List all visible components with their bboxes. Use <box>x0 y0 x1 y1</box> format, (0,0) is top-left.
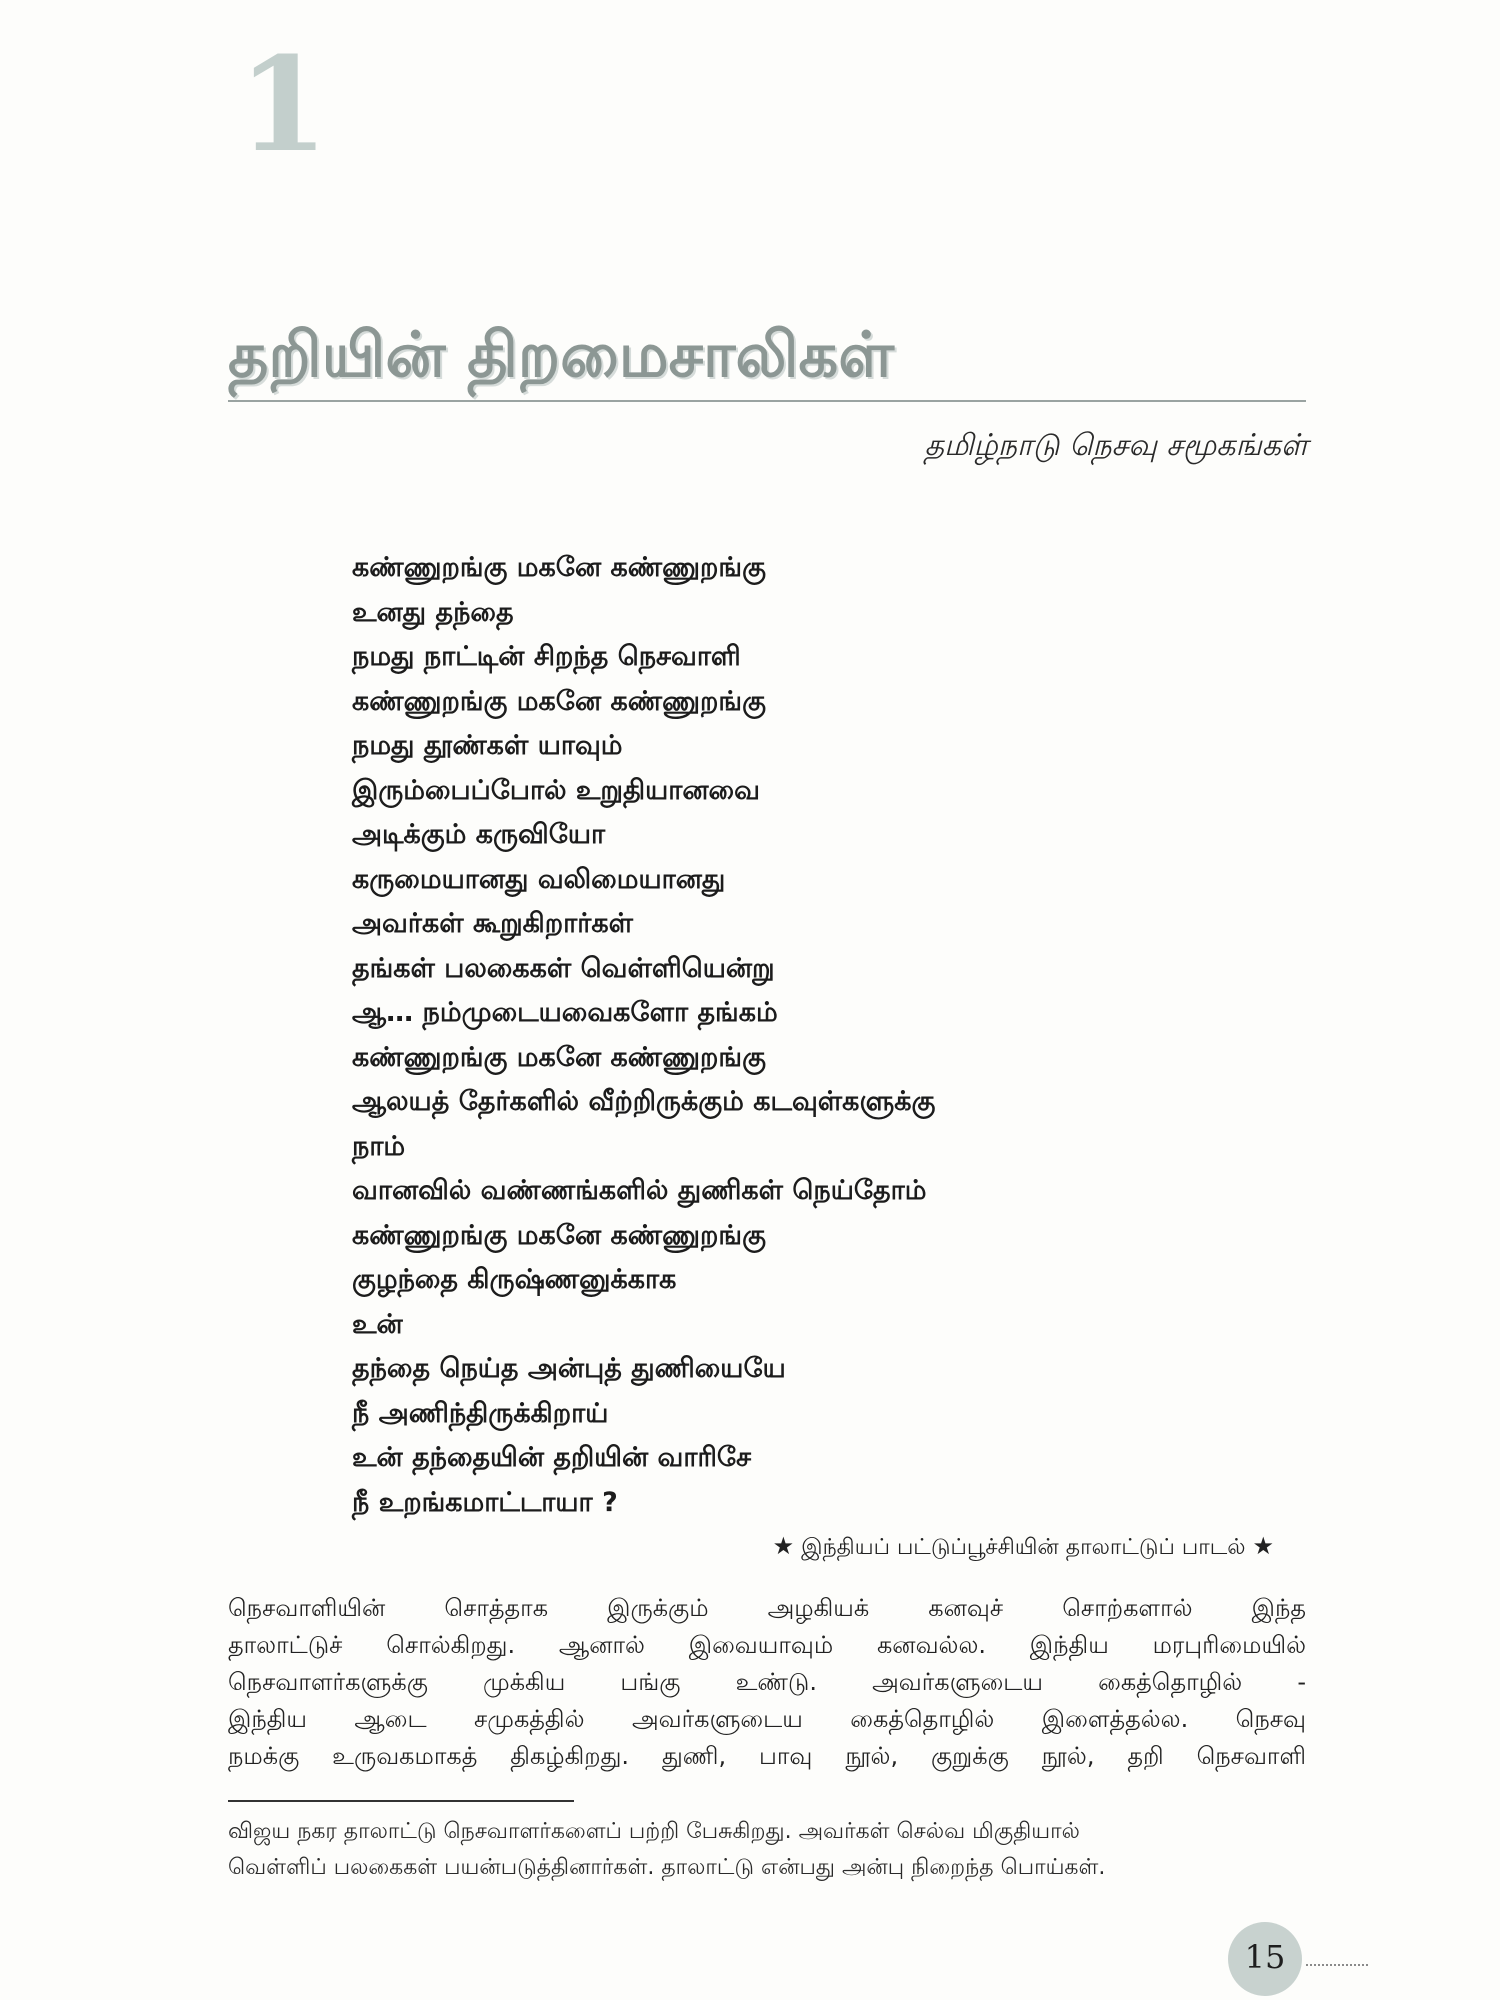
poem-line: உன் <box>352 1308 403 1340</box>
poem-line: உனது தந்தை <box>352 596 514 628</box>
poem-line: ஆலயத் தேர்களில் வீற்றிருக்கும் கடவுள்களுக்கு <box>352 1086 936 1117</box>
poem-line: கண்ணுறங்கு மகனே கண்ணுறங்கு <box>352 1219 766 1251</box>
poem-line: உன் தந்தையின் தறியின் வாரிசே <box>352 1442 752 1473</box>
poem-line: கருமையானது வலிமையானது <box>352 863 726 895</box>
page-number: 15 <box>1244 1938 1286 1976</box>
poem-line: இரும்பைப்போல் உறுதியானவை <box>352 774 760 806</box>
poem <box>352 546 1252 1525</box>
body-line: தாலாட்டுச் சொல்கிறது. ஆனால் இவையாவும் கனவல்ல. இந்திய மரபுரிமையில் <box>228 1631 1306 1659</box>
poem-attribution <box>773 1532 1274 1563</box>
poem-line: தங்கள் பலகைகள் வெள்ளியென்று <box>352 952 775 984</box>
body-line: இந்திய ஆடை சமுகத்தில் அவர்களுடைய கைத்தொழில் இளைத்தல்ல. நெசவு <box>228 1705 1306 1733</box>
poem-line: ஆ… நம்முடையவைகளோ தங்கம் <box>352 997 778 1028</box>
chapter-subtitle: தமிழ்நாடு நெசவு சமூகங்கள் <box>924 428 1308 463</box>
star-icon: ★ <box>772 1532 795 1560</box>
poem-line: தந்தை நெய்த அன்புத் துணியையே <box>352 1353 786 1384</box>
footnote-rule <box>228 1800 574 1802</box>
body-line: நமக்கு உருவகமாகத் திகழ்கிறது. துணி, பாவு நூல், குறுக்கு நூல், தறி நெசவாளி <box>228 1742 1306 1770</box>
footnote-line: வெள்ளிப் பலகைகள் பயன்படுத்தினார்கள். தாலாட்டு என்பது அன்பு நிறைந்த பொய்கள். <box>228 1855 1106 1880</box>
poem-line: நீ அணிந்திருக்கிறாய் <box>352 1397 609 1429</box>
poem-line: நமது தூண்கள் யாவும் <box>352 730 623 761</box>
poem-line: குழந்தை கிருஷ்ணனுக்காக <box>352 1264 677 1295</box>
poem-line: வானவில் வண்ணங்களில் துணிகள் நெய்தோம் <box>352 1175 927 1206</box>
poem-line: நீ உறங்கமாட்டாயா ? <box>352 1486 618 1518</box>
star-icon: ★ <box>1252 1532 1274 1560</box>
poem-line: கண்ணுறங்கு மகனே கண்ணுறங்கு <box>352 685 766 717</box>
body-line: நெசவாளியின் சொத்தாக இருக்கும் அழகியக் கனவுச் சொற்களால் இந்த <box>228 1594 1306 1622</box>
poem-line: கண்ணுறங்கு மகனே கண்ணுறங்கு <box>352 552 766 583</box>
poem-line: நாம் <box>352 1130 406 1162</box>
page-number-dots <box>1306 1964 1368 1966</box>
poem-line: நமது நாட்டின் சிறந்த நெசவாளி <box>352 641 741 672</box>
chapter-title: தறியின் திறமைசாலிகள் <box>228 318 895 391</box>
footnote <box>228 1814 1306 1886</box>
body-paragraph <box>228 1590 1306 1775</box>
poem-line: அவர்கள் கூறுகிறார்கள் <box>352 908 633 939</box>
title-rule <box>228 400 1306 402</box>
poem-line: அடிக்கும் கருவியோ <box>352 819 606 850</box>
chapter-number: 1 <box>238 28 329 181</box>
attribution-text: இந்தியப் பட்டுப்பூச்சியின் தாலாட்டுப் பாடல் <box>801 1535 1246 1560</box>
footnote-line: விஜய நகர தாலாட்டு நெசவாளர்களைப் பற்றி பேசுகிறது. அவர்கள் செல்வ மிகுதியால் <box>228 1819 1080 1844</box>
poem-line: கண்ணுறங்கு மகனே கண்ணுறங்கு <box>352 1041 766 1073</box>
body-line: நெசவாளர்களுக்கு முக்கிய பங்கு உண்டு. அவர்களுடைய கைத்தொழில் - <box>228 1668 1306 1696</box>
